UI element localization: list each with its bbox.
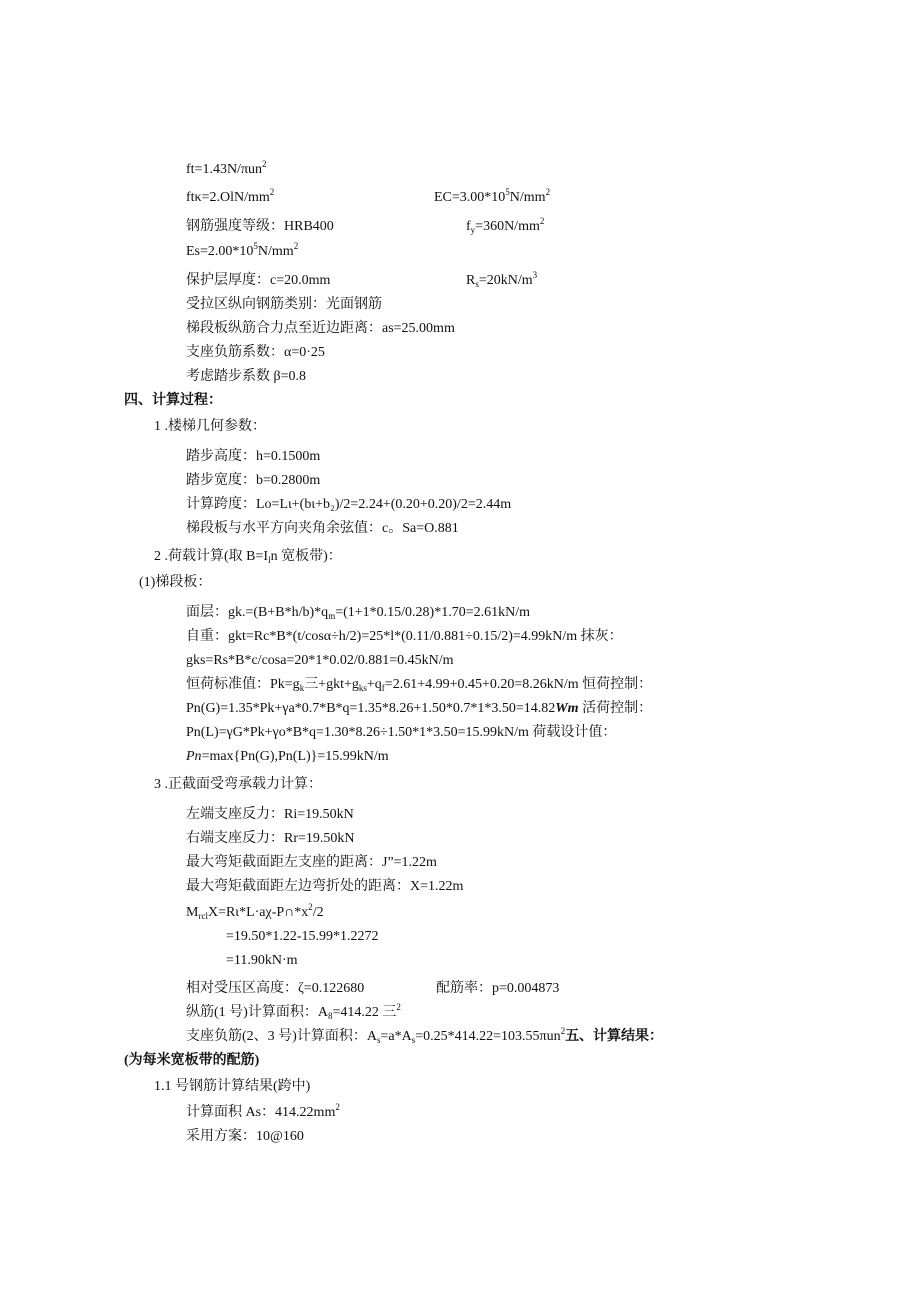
ftk-line: $ft\kappa=2.OlN/mm^2$: [186, 187, 275, 205]
result-scheme-line: 采用方案：10@160: [186, 1129, 304, 1144]
result-item-heading: 1.1 号钢筋计算结果(跨中): [154, 1079, 311, 1094]
span-line: 计算跨度：Lo=Lι+(bι+b₂)/2=2.24+(0.20+0.20)/2=2.44m: [186, 497, 512, 512]
dist-support-line: 最大弯矩截面距左支座的距离：J”=1.22m: [186, 855, 437, 870]
load-heading: 2 .荷载计算(取 $B=I_ln$ 宽板带)：: [154, 549, 342, 565]
long-bar-line: 纵筋(1 号)计算面积：$A_8=414.22$ 三$^2$: [186, 1002, 401, 1021]
flight-heading: (1)梯段板：: [139, 575, 212, 590]
result-area-line: 计算面积 As：$414.22mm^2$: [186, 1102, 340, 1120]
cosine-line: 梯段板与水平方向夹角余弦值：c。Sa=O.881: [186, 521, 459, 536]
ec-line: $EC=3.00*10^5N/mm^2$: [434, 187, 551, 205]
section5-heading: 五、计算结果：: [565, 1029, 664, 1044]
step-width-line: 踏步宽度：b=0.2800m: [186, 473, 321, 488]
pnl-line: Pn(L)=γG*Pk+γo*B*q=1.30*8.26÷1.50*1*3.50=15.99kN/m 荷载设计值：: [186, 725, 617, 740]
neg-bar-line: 支座负筋(2、3 号)计算面积：$A_s=a*A_s=0.25*414.22=103.55\pi un^2$五、计算结果：: [186, 1026, 664, 1045]
cover-line: 保护层厚度：c=20.0mm: [186, 273, 331, 288]
moment-calc-line: =19.50*1.22-15.99*1.2272: [226, 929, 379, 944]
pn-line: Pn=max{Pn(G),Pn(L)}=15.99kN/m: [186, 749, 389, 764]
rebar-grade-line: 钢筋强度等级：HRB400: [186, 219, 334, 234]
bar-type-line: 受拉区纵向钢筋类别：光面钢筋: [186, 297, 382, 312]
fy-line: $f_y=360N/mm^2$: [466, 216, 545, 235]
section4-heading: 四、计算过程：: [124, 393, 222, 408]
alpha-line: 支座负筋系数：α=0·25: [186, 345, 325, 360]
moment-result-line: =11.90kN·m: [226, 953, 298, 968]
beta-line: 考虑踏步系数 β=0.8: [186, 369, 307, 384]
left-reaction-line: 左端支座反力：Ri=19.50kN: [186, 807, 354, 822]
right-reaction-line: 右端支座反力：Rr=19.50kN: [186, 831, 355, 846]
dist-bend-line: 最大弯矩截面距左边弯折处的距离：X=1.22m: [186, 879, 464, 894]
surface-load-line: 面层：$gk.=(B+B*h/b)*q_m=(1+1*0.15/0.28)*1.70=2.61kN/m$: [186, 605, 530, 621]
selfweight-line: 自重：gkt=Rc*B*(t/cosα÷h/2)=25*l*(0.11/0.881÷0.15/2)=4.99kN/m 抹灰：: [186, 629, 623, 644]
rs-line: $R_s=20kN/m^3$: [466, 270, 538, 289]
ft-line: ft=1.43N/πun$^2$: [186, 159, 267, 177]
es-line: $Es=2.00*10^5N/mm^2$: [186, 241, 299, 259]
zeta-line: 相对受压区高度：ζ=0.122680: [186, 981, 365, 996]
result-note: (为每米宽板带的配筋): [124, 1053, 260, 1068]
step-height-line: 踏步高度：h=0.1500m: [186, 449, 321, 464]
plaster-line: gks=Rs*B*c/cosa=20*1*0.02/0.881=0.45kN/m: [186, 653, 454, 668]
png-line: Pn(G)=1.35*Pk+γa*0.7*B*q=1.35*8.26+1.50*0.7*1*3.50=14.82Wm 活荷控制：: [186, 701, 653, 716]
pk-line: 恒荷标准值：$Pk=g_k$三$+gkt+g_{ks}+q_f=2.61+4.99+0.45+0.20=8.26kN/m$ 恒荷控制：: [186, 677, 653, 693]
rho-line: 配筋率：p=0.004873: [436, 981, 560, 996]
flexure-heading: 3 .正截面受弯承载力计算：: [154, 777, 322, 792]
moment-line: $M_{rcl}X=R\iota*L\cdot a\chi-P\cap*x^2/2$: [186, 902, 324, 921]
geometry-heading: 1 .楼梯几何参数：: [154, 419, 266, 434]
as-distance-line: 梯段板纵筋合力点至近边距离：as=25.00mm: [186, 321, 455, 336]
